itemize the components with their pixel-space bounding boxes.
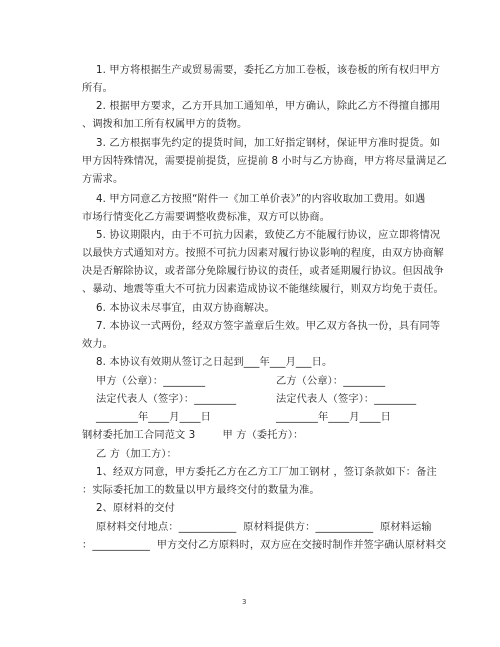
paragraph-3-line-3: 方需求。: [82, 174, 124, 185]
paragraph-3-line-1: 3. 乙方根据事先约定的提货时间，加工好指定钢材，保证甲方准时提货。如: [96, 138, 441, 149]
party-b-label: 乙 方（加工方）：: [96, 449, 177, 460]
clause-2-line-1: 原材料交付地点：___________ 原材料提供方：___________ 原材料运输: [96, 522, 432, 533]
clause-1-line-1: 1、经双方同意，甲方委托乙方在乙方工厂加工钢材 ，签订条款如下：备注: [96, 467, 437, 478]
paragraph-5-line-4: 、暴动、地震等重大不可抗力因素造成协议不能继续履行，则双方均免于责任。: [82, 284, 444, 295]
clause-1-line-2: ：实际委托加工的数量以甲方最终交付的数量为准。: [82, 485, 320, 496]
party-a-date: ________年____月____日: [96, 412, 211, 423]
party-b-representative: 法定代表人（签字）：________: [276, 394, 417, 405]
party-b-seal: 乙方（公章）：________: [276, 376, 386, 387]
paragraph-4-line-2: 市场行情变化乙方需要调整收费标准，双方可以协商。: [82, 212, 331, 223]
paragraph-2-line-1: 2. 根据甲方要求，乙方开具加工通知单，甲方确认，除此乙方不得擅自挪用: [96, 101, 441, 112]
paragraph-5-line-1: 5. 协议期限内，由于不可抗力因素，致使乙方不能履行协议，应立即将情况: [96, 230, 441, 241]
paragraph-5-line-3: 决是否解除协议，或者部分免除履行协议的责任，或者延期履行协议。但因战争: [82, 266, 444, 277]
party-b-date: ________年____月____日: [276, 412, 391, 423]
paragraph-1-line-1: 1. 甲方将根据生产或贸易需要，委托乙方加工卷板，该卷板的所有权归甲方: [96, 65, 441, 76]
party-a-representative: 法定代表人（签字）：________: [96, 394, 237, 405]
paragraph-2-line-2: 、调拨和加工所有权属甲方的货物。: [82, 119, 248, 130]
paragraph-7-line-2: 效力。: [82, 339, 114, 350]
paragraph-5-line-2: 以最快方式通知对方。按照不可抗力因素对履行协议影响的程度，由双方协商解: [82, 248, 444, 259]
party-a-seal: 甲方（公章）：________: [96, 376, 206, 387]
paragraph-3-line-2: 甲方因特殊情况，需要提前提货，应提前 8 小时与乙方协商，甲方将尽量满足乙: [82, 156, 447, 167]
paragraph-1-line-2: 所有。: [82, 83, 114, 94]
paragraph-8: 8. 本协议有效期从签订之日起到___年___月___日。: [96, 357, 333, 368]
paragraph-4-line-1: 4. 甲方同意乙方按照“附件一《加工单价表》”的内容收取加工费用。如遇: [96, 194, 426, 205]
paragraph-6: 6. 本协议未尽事宜，由双方协商解决。: [96, 303, 275, 314]
section-heading: 钢材委托加工合同范文 3 甲 方（委托方）：: [82, 430, 304, 441]
page-number: 3: [242, 598, 247, 606]
paragraph-7-line-1: 7. 本协议一式两份，经双方签字盖章后生效。甲乙双方各执一份，具有同等: [96, 321, 441, 332]
clause-2-heading: 2、原材料的交付: [96, 503, 175, 514]
clause-2-line-2: ：___________ 甲方交付乙方原料时，双方应在交接时制作并签字确认原材料交: [82, 540, 447, 551]
